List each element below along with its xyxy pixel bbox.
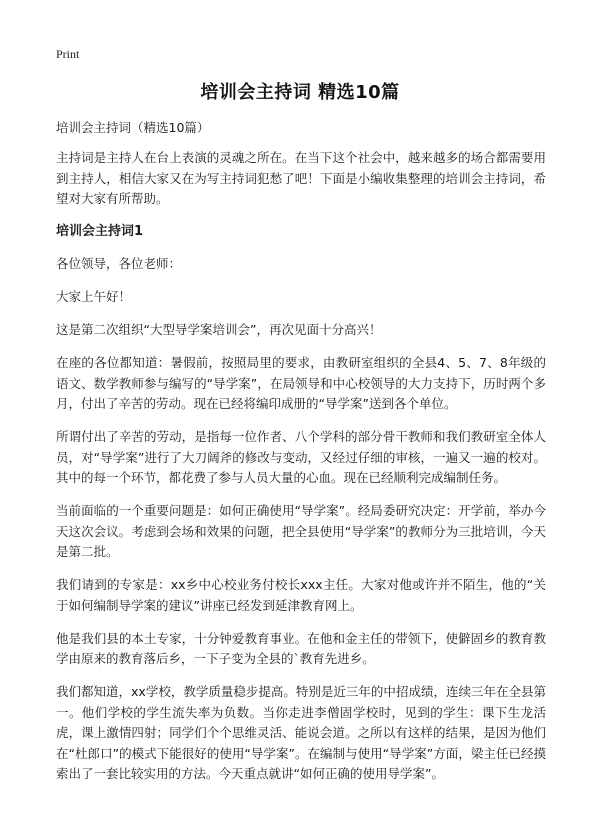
paragraph-good-morning: 大家上午好！ — [56, 289, 132, 304]
paragraph-key-issue: 当前面临的一个重要问题是：如何正确使用“导学案”。经局委研究决定：开学前，举办今天这次会议。考虑到会场和效果的问题，把全县使用“导学案”的教师分为三批培训，今天是第二批。 — [56, 503, 546, 559]
paragraph-hard-work: 所谓付出了辛苦的劳动，是指每一位作者、八个学科的部分骨干教师和我们教研室全体人员，对“导学案”进行了大刀阔斧的修改与变动，又经过仔细的审核，一遍又一遍的校对。其中的每一个环节，都花费了参与人员大量的心血。现在已经顺利完成编制任务。 — [56, 429, 546, 485]
document-subtitle: 培训会主持词（精选10篇） — [56, 120, 210, 135]
intro-paragraph: 主持词是主持人在台上表演的灵魂之所在。在当下这个社会中，越来越多的场合都需要用到主持人，相信大家又在为写主持词犯愁了吧！下面是小编收集整理的培训会主持词，希望对大家有所帮助。 — [56, 150, 546, 206]
paragraph-local-expert: 他是我们县的本土专家，十分钟爱教育事业。在他和金主任的带领下，使僻固乡的教育教学由原来的教育落后乡，一下子变为全县的`教育先进乡。 — [56, 630, 546, 666]
paragraph-greeting: 各位领导，各位老师： — [56, 256, 182, 271]
paragraph-expert: 我们请到的专家是：xx乡中心校业务付校长xxx主任。大家对他或许并不陌生，他的“关于如何编制导学案的建议”讲座已经发到延津教育网上。 — [56, 577, 546, 613]
paragraph-second-meeting: 这是第二次组织“大型导学案培训会”，再次见面十分高兴！ — [56, 322, 382, 337]
document-title: 培训会主持词 精选10篇 — [200, 82, 400, 103]
paragraph-background: 在座的各位都知道：暑假前，按照局里的要求，由教研室组织的全县4、5、7、8年级的语文、数学教师参与编写的“导学案”，在局领导和中心校领导的大力支持下，历时两个多月，付出了辛苦的劳动。现在已经将编印成册的“导学案”送到各个单位。 — [56, 355, 546, 411]
section-heading: 培训会主持词1 — [56, 224, 144, 239]
paragraph-school-results: 我们都知道，xx学校，教学质量稳步提高。特别是近三年的中招成绩，连续三年在全县第一。他们学校的学生流失率为负数。当你走进李僧固学校时，见到的学生：课下生龙活虎，课上激情四射；同学们个个思维灵活、能说会道。之所以有这样的结果，是因为他们在“杜郎口”的模式下能很好的使用“导学案”。在编制与使用“导学案”方面，梁主任已经摸索出了一套比较实用的方法。今天重点就讲“如何正确的使用导学案”。 — [56, 684, 546, 781]
print-link[interactable]: Print — [56, 47, 80, 61]
document-body — [56, 118, 546, 797]
